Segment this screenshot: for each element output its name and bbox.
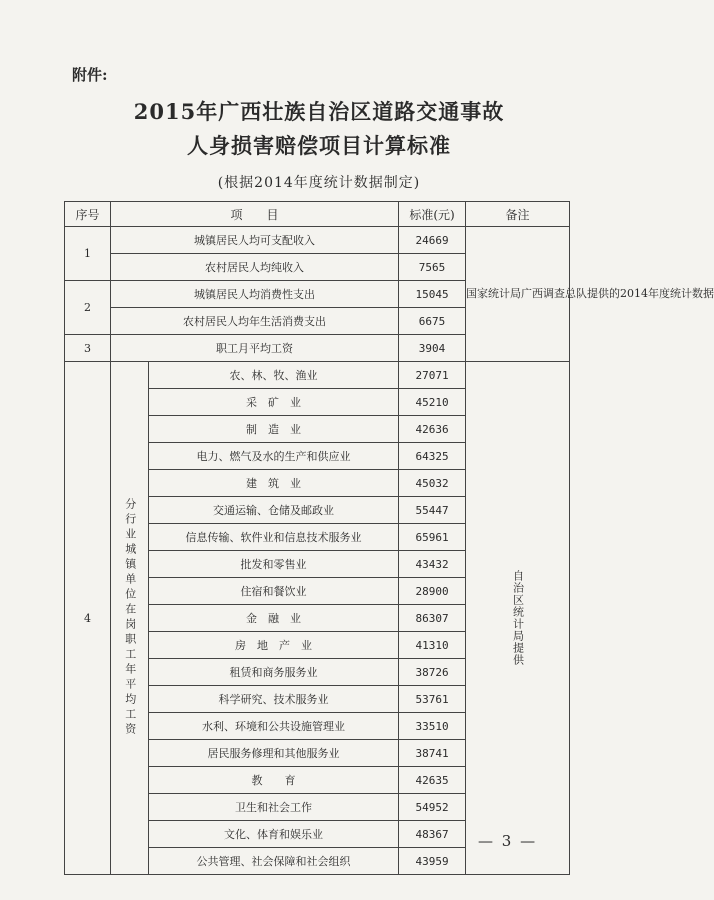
industry-wage: 42635 [399,767,466,794]
industry-name: 信息传输、软件业和信息技术服务业 [149,524,399,551]
industry-name: 科学研究、技术服务业 [149,686,399,713]
industry-wage: 65961 [399,524,466,551]
industry-wage: 27071 [399,362,466,389]
industry-name: 采 矿 业 [149,389,399,416]
table-header-row [65,202,570,227]
industry-name: 文化、体育和娱乐业 [149,821,399,848]
industry-name: 水利、环境和公共设施管理业 [149,713,399,740]
remark-statistics-source: 国家统计局广西调查总队提供的2014年度统计数据 [466,227,570,362]
industry-name: 卫生和社会工作 [149,794,399,821]
industry-wage: 55447 [399,497,466,524]
item-name: 职工月平均工资 [111,335,399,362]
industry-category-label: 分行业城镇单位在岗职工年平均工资 [111,362,149,875]
row-number: 2 [65,281,111,335]
item-value: 3904 [399,335,466,362]
industry-wage: 41310 [399,632,466,659]
item-name: 农村居民人均纯收入 [111,254,399,281]
compensation-standards-table [64,201,714,875]
row-number: 3 [65,335,111,362]
industry-name: 住宿和餐饮业 [149,578,399,605]
industry-wage: 45032 [399,470,466,497]
header-no: 序号 [65,202,111,227]
industry-wage: 86307 [399,605,466,632]
page-number: — 3 — [478,832,538,850]
industry-name: 建 筑 业 [149,470,399,497]
document-title-line2: 人身损害赔偿项目计算标准 [187,133,451,158]
industry-wage: 42636 [399,416,466,443]
industry-wage: 43959 [399,848,466,875]
industry-wage: 33510 [399,713,466,740]
item-value: 6675 [399,308,466,335]
row-number: 1 [65,227,111,281]
industry-wage: 38726 [399,659,466,686]
industry-wage: 48367 [399,821,466,848]
industry-name: 居民服务修理和其他服务业 [149,740,399,767]
industry-wage: 43432 [399,551,466,578]
item-name: 城镇居民人均消费性支出 [111,281,399,308]
item-name: 城镇居民人均可支配收入 [111,227,399,254]
industry-wage: 38741 [399,740,466,767]
industry-name: 批发和零售业 [149,551,399,578]
industry-name: 交通运输、仓储及邮政业 [149,497,399,524]
remark-regional-bureau: 自治区统计局提供 [466,362,570,875]
industry-name: 电力、燃气及水的生产和供应业 [149,443,399,470]
row-number: 4 [65,362,111,875]
industry-name: 农、林、牧、渔业 [149,362,399,389]
document-subtitle: (根据2014年度统计数据制定) [217,175,421,191]
industry-name: 制 造 业 [149,416,399,443]
industry-wage: 54952 [399,794,466,821]
industry-name: 房 地 产 业 [149,632,399,659]
industry-name: 租赁和商务服务业 [149,659,399,686]
header-item: 项 目 [111,202,399,227]
industry-wage: 64325 [399,443,466,470]
industry-name: 公共管理、社会保障和社会组织 [149,848,399,875]
industry-wage: 53761 [399,686,466,713]
item-value: 15045 [399,281,466,308]
table-body [65,227,714,875]
item-value: 7565 [399,254,466,281]
table-row [65,227,570,254]
industry-wage: 28900 [399,578,466,605]
item-name: 农村居民人均年生活消费支出 [111,308,399,335]
header-standard: 标准(元) [399,202,466,227]
document-title-line1: 2015年广西壮族自治区道路交通事故 [133,99,505,124]
industry-name: 教 育 [149,767,399,794]
item-value: 24669 [399,227,466,254]
table-row [65,362,570,389]
industry-wage: 45210 [399,389,466,416]
attachment-label: 附件: [72,66,108,84]
industry-name: 金 融 业 [149,605,399,632]
header-remark: 备注 [466,202,570,227]
